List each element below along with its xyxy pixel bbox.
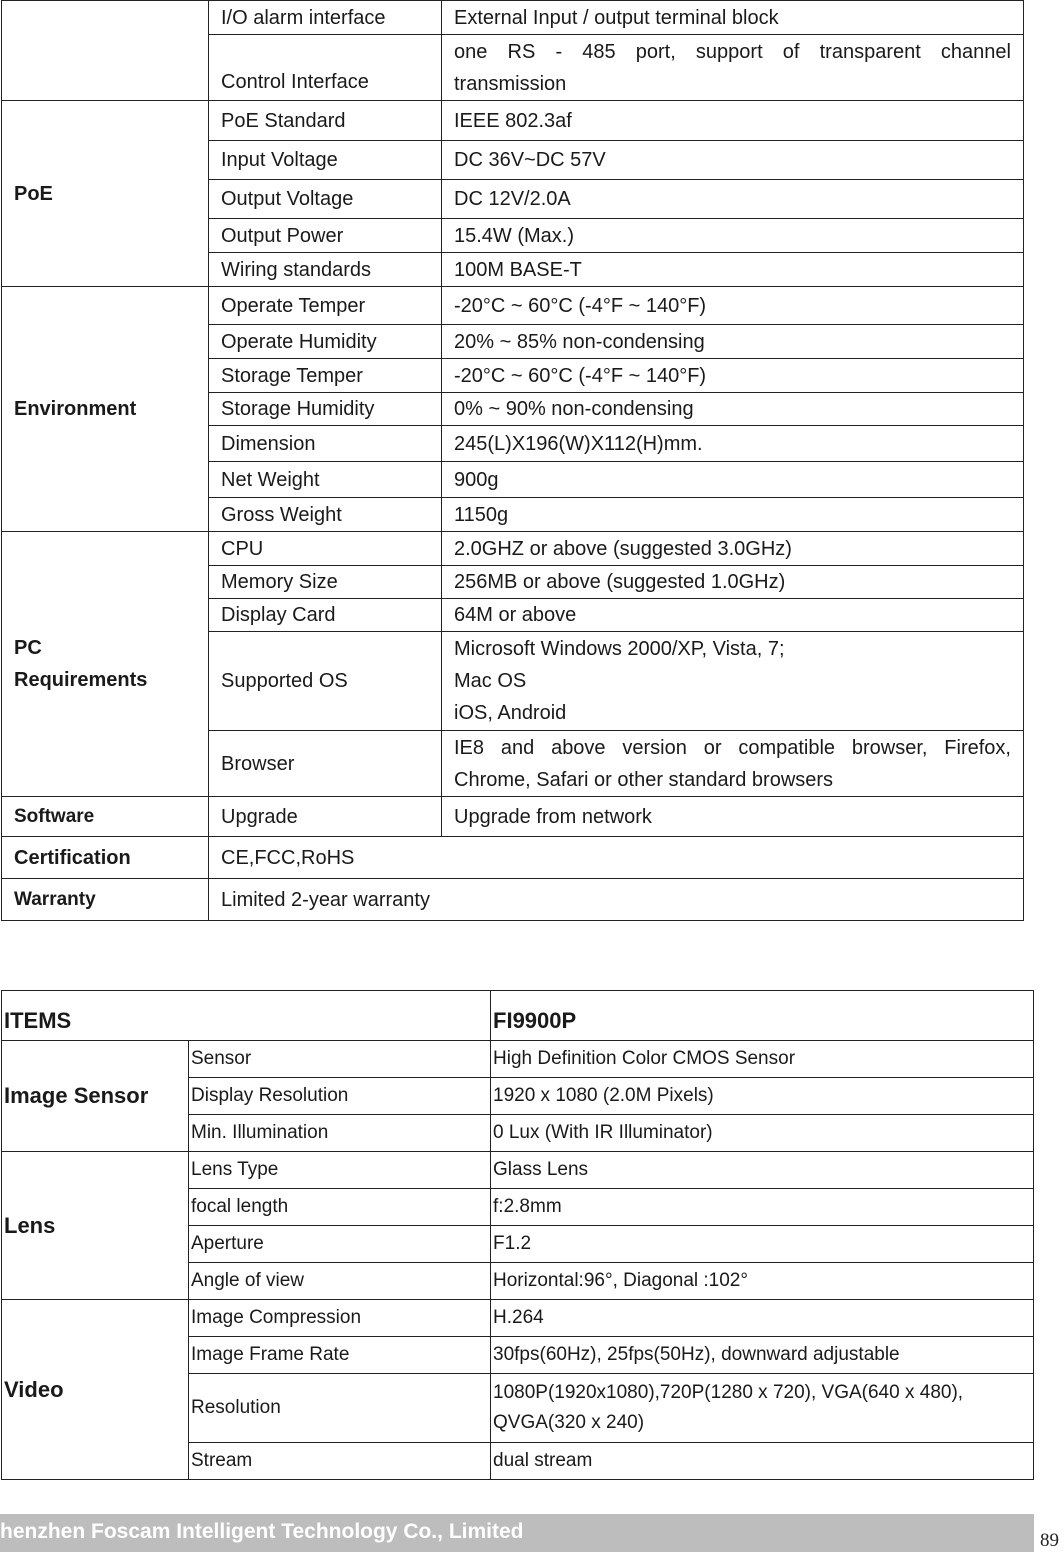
spec-label: Supported OS (209, 632, 442, 731)
spec-label: I/O alarm interface (209, 1, 442, 35)
spec-value: 256MB or above (suggested 1.0GHz) (442, 566, 1024, 599)
group-certification: Certification (2, 837, 209, 879)
spec-value: -20°C ~ 60°C (-4°F ~ 140°F) (442, 287, 1024, 325)
spec-value (442, 632, 1024, 731)
spec-label: Display Card (209, 599, 442, 632)
spec-label: Browser (209, 731, 442, 797)
item-value: 0 Lux (With IR Illuminator) (491, 1115, 1034, 1152)
group-poe: PoE (2, 101, 209, 287)
model-header: FI9900P (491, 991, 1034, 1041)
spec-label: Storage Temper (209, 359, 442, 393)
spec-label: Output Voltage (209, 180, 442, 219)
spec-value: IE8 and above version or compatible browser, Firefox, Chrome, Safari or other standard browsers (442, 731, 1024, 797)
spec-label: Control Interface (209, 35, 442, 101)
items-table (1, 990, 1034, 1480)
item-label: Min. Illumination (189, 1115, 491, 1152)
group-lens: Lens (2, 1152, 189, 1300)
item-value: 30fps(60Hz), 25fps(50Hz), downward adjustable (491, 1337, 1034, 1374)
spec-value: one RS - 485 port, support of transparent channel transmission (442, 35, 1024, 101)
spec-value: Upgrade from network (442, 797, 1024, 837)
spec-label: Operate Temper (209, 287, 442, 325)
item-label: Resolution (189, 1374, 491, 1443)
spec-label: Output Power (209, 219, 442, 253)
group-software: Software (2, 797, 209, 837)
group-image-sensor: Image Sensor (2, 1041, 189, 1152)
group-pc-line2: Requirements (14, 669, 148, 691)
item-value: F1.2 (491, 1226, 1034, 1263)
spec-label: Memory Size (209, 566, 442, 599)
os-line: Mac OS (454, 670, 527, 692)
group-pc-requirements (2, 532, 209, 797)
item-label: Stream (189, 1443, 491, 1480)
item-value: Horizontal:96°, Diagonal :102° (491, 1263, 1034, 1300)
item-label: Image Frame Rate (189, 1337, 491, 1374)
spec-value: 15.4W (Max.) (442, 219, 1024, 253)
item-value: Glass Lens (491, 1152, 1034, 1189)
spec-value: -20°C ~ 60°C (-4°F ~ 140°F) (442, 359, 1024, 393)
item-label: Angle of view (189, 1263, 491, 1300)
blank-group-cell (2, 1, 209, 101)
item-value: dual stream (491, 1443, 1034, 1480)
group-environment: Environment (2, 287, 209, 532)
footer-company: henzhen Foscam Intelligent Technology Co., Limited (0, 1520, 524, 1543)
spec-label: Net Weight (209, 462, 442, 498)
spec-value: 0% ~ 90% non-condensing (442, 393, 1024, 426)
group-pc-line1: PC (14, 637, 42, 659)
item-value: 1920 x 1080 (2.0M Pixels) (491, 1078, 1034, 1115)
spec-value: 2.0GHZ or above (suggested 3.0GHz) (442, 532, 1024, 566)
spec-label: Gross Weight (209, 498, 442, 532)
spec-value: 64M or above (442, 599, 1024, 632)
spec-label: Wiring standards (209, 253, 442, 287)
os-line: Microsoft Windows 2000/XP, Vista, 7; (454, 638, 785, 660)
item-value: H.264 (491, 1300, 1034, 1337)
spec-value: External Input / output terminal block (442, 1, 1024, 35)
specification-table (1, 0, 1024, 921)
spec-value: 20% ~ 85% non-condensing (442, 325, 1024, 359)
spec-label: Operate Humidity (209, 325, 442, 359)
spec-value: DC 12V/2.0A (442, 180, 1024, 219)
item-label: focal length (189, 1189, 491, 1226)
spec-value: 900g (442, 462, 1024, 498)
spec-label: Upgrade (209, 797, 442, 837)
os-line: iOS, Android (454, 702, 567, 724)
item-value: High Definition Color CMOS Sensor (491, 1041, 1034, 1078)
item-label: Image Compression (189, 1300, 491, 1337)
spec-label: Input Voltage (209, 141, 442, 180)
resolution-line: QVGA(320 x 240) (493, 1412, 645, 1433)
certification-value: CE,FCC,RoHS (209, 837, 1024, 879)
spec-value: IEEE 802.3af (442, 101, 1024, 141)
item-label: Aperture (189, 1226, 491, 1263)
item-label: Lens Type (189, 1152, 491, 1189)
resolution-line: 1080P(1920x1080),720P(1280 x 720), VGA(640 x 480), (493, 1382, 964, 1403)
spec-value: 245(L)X196(W)X112(H)mm. (442, 426, 1024, 462)
spec-value: DC 36V~DC 57V (442, 141, 1024, 180)
page-number: 89 (1040, 1530, 1059, 1551)
spec-label: PoE Standard (209, 101, 442, 141)
item-value (491, 1374, 1034, 1443)
spec-label: CPU (209, 532, 442, 566)
spec-label: Dimension (209, 426, 442, 462)
item-label: Display Resolution (189, 1078, 491, 1115)
spec-label: Storage Humidity (209, 393, 442, 426)
spec-value: 1150g (442, 498, 1024, 532)
items-header: ITEMS (2, 991, 491, 1041)
item-label: Sensor (189, 1041, 491, 1078)
footer-bar (0, 1514, 1034, 1552)
warranty-value: Limited 2-year warranty (209, 879, 1024, 921)
item-value: f:2.8mm (491, 1189, 1034, 1226)
group-video: Video (2, 1300, 189, 1480)
spec-value: 100M BASE-T (442, 253, 1024, 287)
group-warranty: Warranty (2, 879, 209, 921)
